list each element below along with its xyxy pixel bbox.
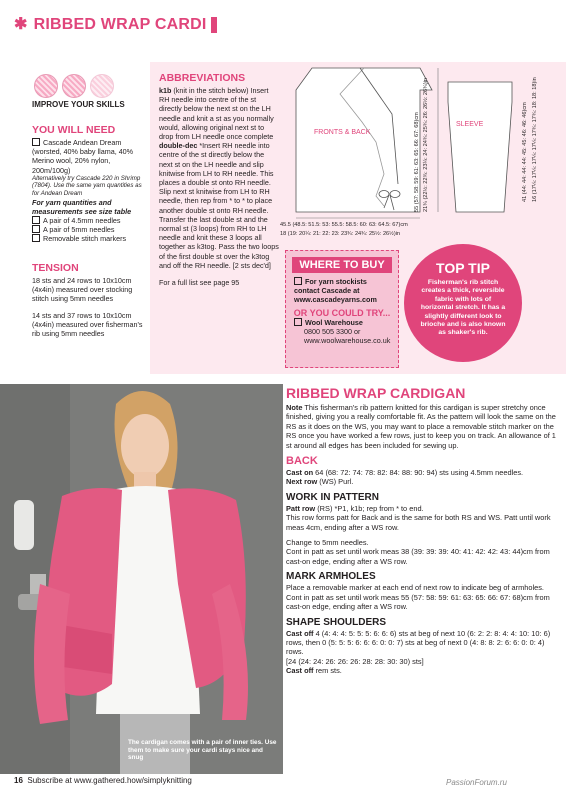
pattern-title: RIBBED WRAP CARDIGAN [286,385,466,401]
garment-schematic [280,64,564,244]
sleeve-length-cm: 41 (44: 44: 44: 44: 45: 45: 46: 46: 46)cm [522,102,528,202]
length-in: 21¾ (22½: 22¾: 23¼: 24: 24¾: 25¾: 26: 26½: 26¾)in [423,77,429,212]
yarn-ball-icon [62,74,86,98]
need-item [32,234,144,243]
where-or: OR YOU COULD TRY... [293,307,391,318]
patt-row-label: Patt row [286,503,316,513]
sleeve-label: SLEEVE [456,121,484,128]
shape-text: 4 (4: 4: 4: 5: 5: 5: 6: 6: 6) sts at beg of next 10 (6: 2: 2: 8: 4: 4: 10: 10: 6) rows, then 0 (5: 5: 5: 6: 6: 6: 0: 0: 7) sts at beg of next 0 (4: 8: 8: 2: 6: 6: 0: 0: 4) rows. [286,628,551,657]
patt-row [286,504,558,513]
fronts-back-outline [296,68,432,212]
shape-shoulders-heading: SHAPE SHOULDERS [286,616,387,628]
mark-text-1: Place a removable marker at each end of next row to indicate beg of armholes. [286,583,544,593]
checkbox [32,138,40,146]
abbr-k1b [159,86,279,141]
yarn-ball-icon [90,74,114,98]
yarn-line [32,138,144,175]
need-item [32,216,144,225]
mark-armholes-heading: MARK ARMHOLES [286,571,376,583]
next-row-label: Next row [286,477,318,487]
tension-section [32,262,144,338]
photo-caption: The cardigan comes with a pair of inner ties. Use them to make sure your cardi stays nice and snug [128,739,277,762]
where-web: www.woolwarehouse.co.uk [304,336,391,346]
where-shop-text: Wool Warehouse [305,317,363,327]
where-to-buy-box [285,250,399,368]
wip-text-2: This row forms patt for Back and is the same for both RS and WS. Patt until work meas 4cm, ending after a WS row. [286,513,551,532]
mark-text-2: Cont in patt as set until work meas 55 (57: 58: 59: 61: 63: 65: 66: 67: 68)cm from cast-on edge, ending after a WS row. [286,592,550,612]
wip-text-3: Change to 5mm needles. [286,538,369,548]
width-cm: 45.5 (48.5: 51.5: 53: 55.5: 58.5: 60: 63: 64.5: 67)cm [280,222,408,228]
abbr-double-dec [159,141,279,270]
tip-body: Fisherman's rib stitch creates a thick, reversible fabric with lots of horizontal stretch. It has a slightly different look to brioche and is also known as shaker's rib. [420,279,506,337]
abbr-definition: *Insert RH needle into centre of the st directly below the next st on the LH needle and slip knitwise from LH to RH needle. This places a double st onto RH needle. Slip next st knitwise from LH to RH needle, then rep from * to * to place another double st onto RH needle. Transfer the last double st and the normal st (3 loops) from RH to LH needle and knit these 3 loops all together as k3tog. Pass the two loops of the first double st over the k3tog and off the RH needle. [2 sts dec'd] [159,141,279,270]
note-label: Note [286,403,303,412]
footer-text: Subscribe at www.gathered.how/simplyknitting [27,776,192,785]
need-item-text: Removable stitch markers [43,234,127,244]
sleeve-outline [448,82,512,212]
shape-text-1 [286,629,558,657]
model-photo [0,384,283,774]
patt-row-text: (RS) *P1, k1b; rep from * to end. [317,503,424,513]
checkbox [32,216,40,224]
cast-on-label: Cast on [286,468,314,478]
where-shop [286,318,398,327]
length-cm: 55 (57: 58: 59: 61: 63: 65: 66: 67: 68)cm [414,112,420,212]
you-will-need-section [32,124,144,244]
checkbox [32,234,40,242]
asterisk-icon: ✱ [14,16,28,33]
next-row-text: (WS) Purl. [319,477,354,487]
page-number: 16 [14,776,23,785]
note-text: This fisherman's rib pattern knitted for this cardigan is super stretchy once finished, giving you a really comfortable fit. As the pattern will look the same on the RS as it does on the WS, you may want to place a removable stitch marker on the RS once you have worked a few rows, just to keep you on track. An allowance of 1 st around all edges has been included for sewing up. [286,403,556,450]
abbr-title: ABBREVIATIONS [159,72,246,84]
fronts-back-label: FRONTS & BACK [314,129,371,136]
watermark: PassionForum.ru [446,778,507,787]
back-cast-on [286,468,558,477]
header-tab-marker [211,17,217,33]
abbr-term: double-dec [159,141,198,151]
tip-title: TOP TIP [436,260,490,276]
checkbox [294,318,302,326]
need-title: YOU WILL NEED [32,124,116,136]
cast-off-label: Cast off [286,628,314,638]
where-title: WHERE TO BUY [292,257,392,273]
tension-text-1: 18 sts and 24 rows to 10x10cm (4x4in) measured over stocking stitch using 5mm needles [32,276,133,304]
need-item [32,225,144,234]
abbr-more: For a full list see page 95 [159,278,240,288]
checkbox [294,277,302,285]
header-title: RIBBED WRAP CARDI [33,16,207,33]
need-item-text: A pair of 4.5mm needles [43,216,121,225]
skill-level-icons [34,74,118,103]
shape-text-3 [286,666,558,675]
tension-text-2: 14 sts and 37 rows to 10x10cm (4x4in) measured over fisherman's rib using 5mm needles [32,310,143,339]
where-line [286,277,398,305]
pattern-note [286,403,558,450]
where-phone: 0800 505 3300 or [304,326,361,336]
abbreviations-section [159,72,279,287]
top-tip-circle [404,244,522,362]
page-header [14,14,217,34]
page-footer [14,776,192,785]
next-row [286,477,558,486]
back-heading: BACK [286,455,318,468]
where-line-text: For yarn stockists contact Cascade at www.cascadeyarns.com [294,277,377,305]
shape-text: rem sts. [315,666,342,676]
wip-text-4: Cont in patt as set until work meas 38 (39: 39: 39: 40: 41: 42: 42: 43: 44)cm from cast-on edge, ending after a WS row. [286,547,550,566]
pattern-section [286,385,558,676]
cast-off-label: Cast off [286,666,314,676]
yarn-alternative: Alternatively try Cascade 220 in Shrimp (7804). Use the same yarn quantities as for Andean Dream [32,174,142,197]
sleeve-length-in: 16 (17¼: 17¼: 17¼: 17¼: 17¾: 17¾: 18: 18: 18)in [532,77,538,202]
width-in: 18 (19: 20¼: 21: 22: 23: 23¾: 24¾: 25½: 26½)in [280,231,401,237]
quantities-note: For yarn quantities and measurements see size table [32,197,132,216]
tension-title: TENSION [32,262,79,274]
work-in-pattern-heading: WORK IN PATTERN [286,491,379,503]
abbr-term: k1b [159,86,172,95]
abbr-definition: (knit in the stitch below) Insert RH needle into centre of the st directly below the next st on the LH needle and knit a st as you normally would, allowing original next st to drop from LH needle once complete [159,86,274,142]
yarn-ball-icon [34,74,58,98]
photo-illustration [0,384,283,774]
need-item-text: A pair of 5mm needles [43,225,115,235]
checkbox [32,225,40,233]
yarn-text: Cascade Andean Dream (worsted, 40% baby llama, 40% Merino wool, 20% nylon, 200m/100g) [32,138,134,175]
shape-text-2: [24 (24: 24: 26: 26: 26: 28: 28: 30: 30) sts] [286,656,424,666]
skills-label: IMPROVE YOUR SKILLS [32,100,125,109]
cast-on-text: 64 (68: 72: 74: 78: 82: 84: 88: 90: 94) sts using 4.5mm needles. [315,468,524,478]
